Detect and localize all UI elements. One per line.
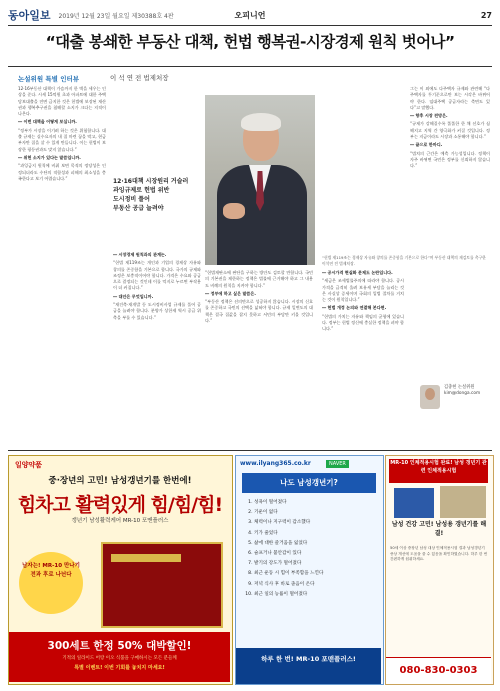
paragraph: “세금은 조세법률주의에 따라야 합니다. 공시가격을 급격히 올려 보유세 부담을 늘리는 것은 사실상 증세이며 국회의 입법 절차를 거치는 것이 원칙입니다.” bbox=[322, 278, 404, 303]
question: ― 대안은 무엇입니까. bbox=[113, 293, 154, 299]
question: ― 정부에 하고 싶은 말씀은. bbox=[205, 290, 256, 296]
question: ― 끝으로 한마디. bbox=[410, 142, 443, 148]
question: ― 공시가격 현실화 문제도 논란입니다. bbox=[322, 270, 393, 275]
article-column-2 bbox=[113, 252, 201, 448]
package-image bbox=[440, 486, 486, 518]
author-photo bbox=[420, 385, 440, 409]
checklist-item: 2. 기운이 없다 bbox=[254, 508, 384, 518]
subtitle-line: 도시정비 풀어 bbox=[113, 196, 150, 203]
ad-bottom-banner: 하루 한 번! MR-10 포맨플러스! bbox=[236, 648, 381, 684]
checklist-item: 7. 발기의 강도가 떨어졌다 bbox=[254, 559, 384, 569]
author-name: 김충현 논설위원 bbox=[444, 385, 475, 390]
ad-checklist[interactable] bbox=[235, 455, 384, 685]
paragraph: 12·16부동산 대책이 가슴까지 한 벽을 세우는 인상을 준다. 시세 15억원 초과 아파트에 대한 주택담보대출을 전면 금지한 것은 헌법에 보장된 재산권과 행복추구권을 침해할 소지가 크다는 지적이 나온다. bbox=[18, 86, 106, 117]
promo-note: 특별 이벤트! 이번 기회를 놓치지 마세요! bbox=[74, 665, 165, 671]
paragraph: “과잉금지 원칙에 비춰 보면 목적의 정당성은 인정되더라도 수단의 적합성과 피해의 최소성을 충족한다고 보기 어렵습니다.” bbox=[18, 163, 106, 181]
photo-caption: “헌법 제119조는 경제상 자유와 창의를 존중함을 기본으로 한다”며 부동산 대책의 재검토를 촉구한 이석연 전 법제처장. bbox=[322, 255, 486, 266]
ad-url[interactable]: www.ilyang365.co.kr bbox=[240, 460, 311, 467]
headline: “대출 봉쇄한 부동산 대책, 헌법 행복권-시장경제 원칙 벗어나” bbox=[45, 33, 455, 51]
article-column-1 bbox=[18, 86, 106, 448]
search-badge: NAVER bbox=[326, 460, 349, 468]
dateline: 2019년 12월 23일 월요일 제30388호 4판 bbox=[58, 12, 174, 20]
author-block bbox=[420, 385, 490, 435]
ad-clinical[interactable] bbox=[385, 455, 494, 685]
checklist-item: 8. 최근 운동 시 힘이 부족함을 느낀다 bbox=[254, 569, 384, 579]
article-column-3 bbox=[205, 270, 313, 448]
checklist-item: 5. 삶에 대한 즐거움을 잃었다 bbox=[254, 539, 384, 549]
ad-tagline: 중·장년의 고민! 남성갱년기를 한번에! bbox=[48, 476, 192, 486]
paragraph: “재건축·재개발 등 도시정비사업 규제를 풀어 공급을 늘려야 합니다. 분양가 상한제 역시 공급 위축을 부를 수 있습니다.” bbox=[113, 302, 201, 320]
checklist-item: 6. 슬프거나 불안감이 있다 bbox=[254, 549, 384, 559]
article-column-4 bbox=[322, 270, 404, 448]
paragraph: “정부가 시장을 이기려 하는 것은 위험합니다. 대출 규제는 실수요자의 내 집 마련 꿈을 막고, 현금 부자만 집을 살 수 있게 만듭니다. 이는 헌법이 보장한 평등권과도 맞지 않습니다.” bbox=[18, 127, 106, 152]
byline: 이 석 연 전 법제처장 bbox=[110, 74, 169, 82]
interviewee-photo bbox=[205, 95, 315, 265]
promo-title: 300세트 한정 50% 대박할인! bbox=[47, 640, 192, 652]
author-email[interactable]: kim@donga.com bbox=[444, 391, 481, 396]
checklist-item: 3. 체력이나 지구력이 감소했다 bbox=[254, 518, 384, 528]
paragraph: “부동산 정책은 선의만으로 성공하지 않습니다. 시장의 신호를 존중하고 국민의 선택을 넓혀야 합니다. 규제 일변도의 대책은 결국 집값을 잡지 못하고 서민의 부담만 키울 것입니다.” bbox=[205, 299, 313, 324]
paragraph: 그는 이 외에도 다주택자 규제와 관련해 “다주택자를 투기꾼으로만 보는 시각은 바뀌어야 한다. 임대주택 공급자라는 측면도 있다”고 말했다. bbox=[410, 86, 490, 110]
ad-product-name: 갱년기 남성활력케어 MR-10 포맨플러스 bbox=[71, 518, 169, 524]
subtitle-block bbox=[113, 177, 203, 247]
ad-top-banner: MR-10 인체적용시험 완료! 남성 갱년기 관련 인체적용시험 bbox=[389, 459, 488, 483]
ad-body: 50세 이상 중장년 남성 대상 인체적용시험 결과 남성갱년기 증상 개선에 도움을 줄 수 있음을 확인하였습니다. 하루 한 번 간편하게 섭취하세요. bbox=[390, 546, 488, 561]
checklist-item: 1. 성욕이 떨어졌다 bbox=[254, 498, 384, 508]
ad-mr10-main[interactable] bbox=[8, 455, 233, 685]
paragraph: “헌법 제119조는 개인과 기업의 경제상 자유와 창의를 존중함을 기본으로 합니다. 국가의 규제와 조정은 보충적이어야 합니다. 가격은 수요와 공급으로 결정되는 것인데 이를 억지로 누르면 부작용이 더 커집니다.” bbox=[113, 260, 201, 291]
package-image bbox=[394, 488, 434, 518]
checklist-item: 4. 키가 줄었다 bbox=[254, 529, 384, 539]
page-number: 27 bbox=[480, 10, 492, 20]
ad-divider bbox=[8, 450, 492, 451]
ad-bubble: 남자는! MR-10 만나기 전과 후로 나뉜다 bbox=[19, 552, 83, 614]
subtitle-line: 부동산 공급 늘려야 bbox=[113, 205, 164, 212]
headline-rule bbox=[8, 66, 492, 67]
ad-brand: 일양약품 bbox=[15, 461, 43, 469]
article-column-5 bbox=[410, 86, 490, 381]
ad-headline: 힘차고 활력있게 힘/힘/힘! bbox=[17, 494, 223, 516]
phone-number[interactable]: 080-830-0303 bbox=[386, 657, 491, 684]
checklist-item: 10. 최근 일의 능률이 떨어졌다 bbox=[254, 590, 384, 600]
product-box-image bbox=[101, 542, 223, 628]
section-label: 오피니언 bbox=[234, 10, 266, 20]
question: ― 시장경제 원칙과의 관계는. bbox=[113, 252, 167, 257]
interview-kicker: 논설위원 특별 인터뷰 bbox=[18, 75, 80, 83]
subtitle-line: 과잉규제로 헌법 위반 bbox=[113, 187, 170, 194]
header-rule bbox=[8, 25, 492, 26]
promo-desc: 기적의 일라이드 어랑 이오 식품을 구매하시는 모든 분들께 bbox=[62, 656, 177, 661]
question: ― 헌법 개정 논의와 연결해 본다면. bbox=[322, 305, 387, 311]
question: ― 위헌 소지가 있다는 말씀입니까. bbox=[18, 154, 81, 160]
question: ― 이번 대책을 어떻게 보십니까. bbox=[18, 119, 77, 125]
checklist-item: 9. 저녁 식사 후 바로 졸음이 온다 bbox=[254, 580, 384, 590]
checklist bbox=[242, 498, 384, 600]
paragraph: “헌법재판소에 판단을 구하는 방안도 검토할 만합니다. 국민의 기본권을 제한하는 정책은 법률에 근거해야 하고 그 내용도 비례의 원칙을 지켜야 합니다.” bbox=[205, 270, 313, 288]
paragraph: “법치의 근간은 예측 가능성입니다. 정책이 자주 바뀌면 국민은 정부를 신뢰하지 않습니다.” bbox=[410, 150, 490, 169]
question: ― 향후 시장 전망은. bbox=[410, 113, 448, 119]
checklist-title: 나도 남성갱년기? bbox=[242, 473, 376, 493]
ad-title: 남성 건강 고민! 남성용 갱년기를 해결! bbox=[391, 521, 487, 537]
masthead: 동아일보 bbox=[8, 9, 51, 22]
subtitle-line: 12·16대책 시장원리 거슬러 bbox=[113, 178, 189, 185]
page-header bbox=[8, 6, 492, 24]
ad-promo-banner[interactable] bbox=[9, 632, 230, 682]
paragraph: “헌법의 가치는 자유와 책임의 균형에 있습니다. 정부는 헌법 정신에 충실한 정책을 펴야 합니다.” bbox=[322, 313, 404, 332]
paragraph: “규제가 강해질수록 똘똘한 한 채 선호가 심해지고 지역 간 양극화가 커질 것입니다. 정부는 지금이라도 시장과 소통해야 합니다.” bbox=[410, 121, 490, 140]
